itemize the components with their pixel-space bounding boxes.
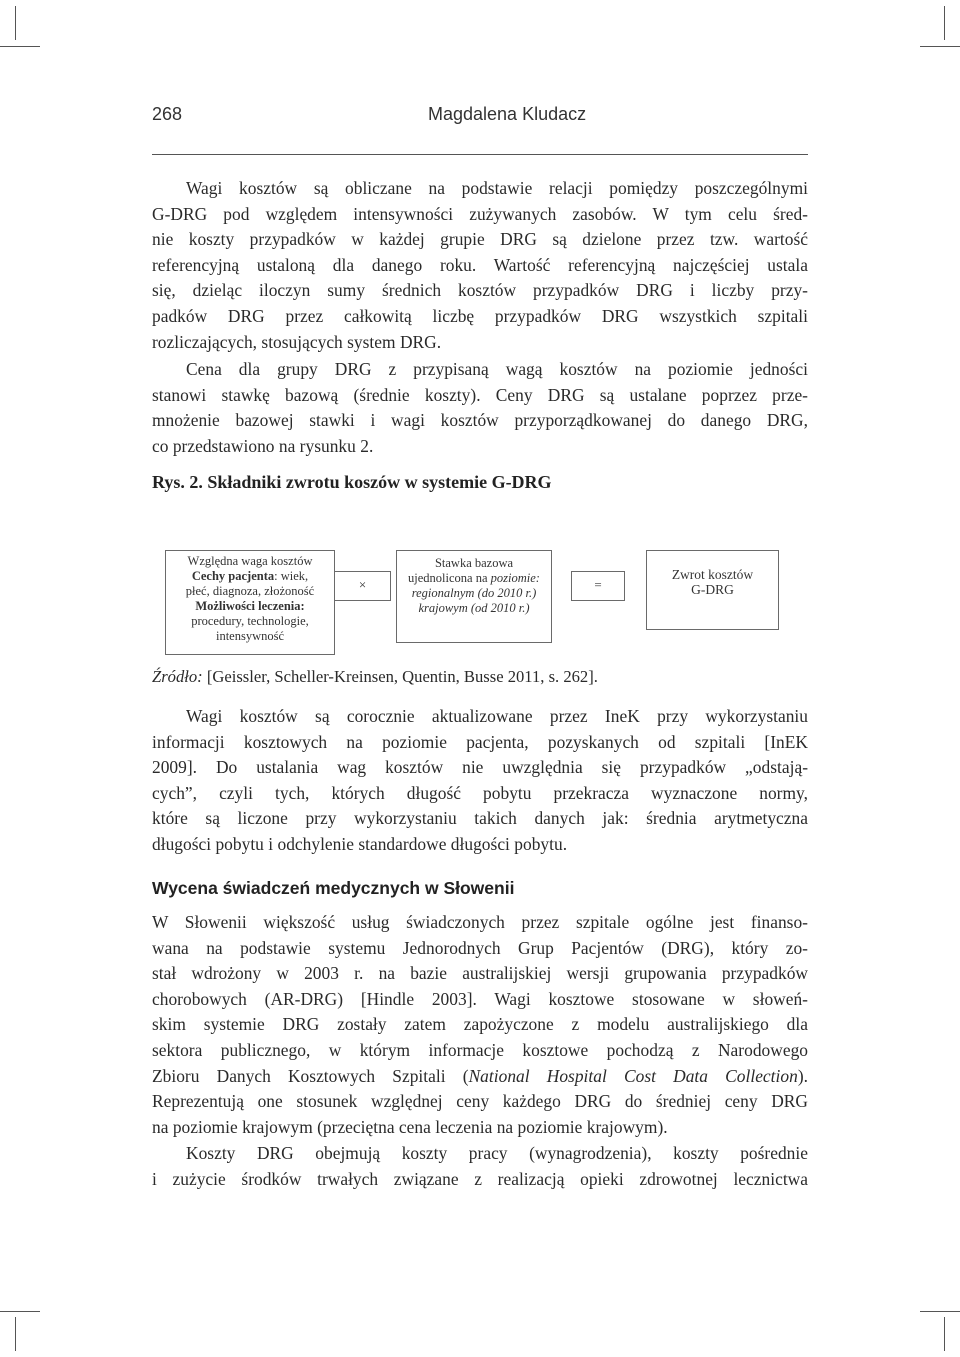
paragraph-5 bbox=[152, 1141, 808, 1192]
box-line-part: ujednolicona na bbox=[408, 571, 491, 585]
text-line: skim systemie DRG zostały zatem zapożyczone z modelu australijskiego dla bbox=[152, 1014, 808, 1035]
text-line: stanowi stawkę bazową (średnie koszty). Ceny DRG są ustalane poprzez prze- bbox=[152, 384, 808, 405]
text-line bbox=[152, 1064, 808, 1090]
text-part: Zbioru Danych Kosztowych Szpitali ( bbox=[152, 1065, 469, 1086]
box-line-bold: Możliwości leczenia: bbox=[195, 599, 305, 613]
crop-mark-top-left-h bbox=[0, 46, 40, 47]
box-line bbox=[397, 601, 551, 616]
paragraph-2 bbox=[152, 357, 808, 459]
text-line: Wagi kosztów są corocznie aktualizowane przez IneK przy wykorzystaniu bbox=[186, 706, 808, 726]
box-line: Względna waga kosztów bbox=[187, 554, 313, 568]
base-rate-box bbox=[396, 550, 552, 643]
text-line: padków DRG przez całkowitą liczbę przypadków DRG wszystkich szpitali bbox=[152, 305, 808, 326]
box-line bbox=[166, 569, 334, 584]
header-rule bbox=[152, 154, 808, 155]
text-line: W Słowenii większość usług świadczonych przez szpitale ogólne jest finanso- bbox=[152, 912, 808, 932]
figure-title: Rys. 2. Składniki zwrotu koszów w systemie G-DRG bbox=[152, 472, 552, 492]
text-line: Koszty DRG obejmują koszty pracy (wynagrodzenia), koszty pośrednie bbox=[186, 1143, 808, 1163]
author-name: Magdalena Kludacz bbox=[428, 104, 587, 124]
crop-mark-bottom-right-v bbox=[944, 1317, 945, 1351]
text-line: G-DRG pod względem intensywności zużywanych zasobów. W tym celu śred- bbox=[152, 203, 808, 224]
text-line: chorobowych (AR-DRG) [Hindle 2003]. Wagi kosztowe stosowane w słoweń- bbox=[152, 988, 808, 1009]
reimbursement-box bbox=[646, 550, 779, 630]
box-line: Zwrot kosztów bbox=[671, 567, 754, 582]
text-line: które są liczone przy wykorzystaniu takich danych jak: średnia arytmetyczna bbox=[152, 808, 808, 829]
text-line: się, dzieląc iloczyn sumy średnich kosztów przypadków DRG i liczby przy- bbox=[152, 280, 808, 301]
box-line bbox=[397, 571, 551, 586]
box-line: procedury, technologie, bbox=[191, 614, 309, 628]
box-line-italic: regionalnym (do 2010 r.) bbox=[411, 586, 537, 600]
crop-mark-bottom-left-h bbox=[0, 1311, 40, 1312]
multiply-operator-box bbox=[334, 571, 391, 601]
box-line: Stawka bazowa bbox=[434, 556, 514, 570]
text-line: mnożenie bazowej stawki i wagi kosztów przyporządkowanej do danego DRG, bbox=[152, 410, 808, 431]
text-line: sektora publicznego, w którym informacje kosztowe pochodzą z Narodowego bbox=[152, 1039, 808, 1060]
italic-title: National Hospital Cost Data Collection bbox=[468, 1065, 798, 1086]
box-line: płeć, diagnoza, złożoność bbox=[185, 584, 315, 598]
box-line-italic: poziomie: bbox=[490, 571, 540, 585]
paragraph-4 bbox=[152, 910, 808, 1140]
box-line bbox=[166, 599, 334, 614]
text-line: na poziomie krajowym (przeciętna cena leczenia na poziomie krajowym). bbox=[152, 1116, 668, 1137]
crop-mark-top-right-h bbox=[920, 46, 960, 47]
text-line: i zużycie środków trwałych związane z realizacją opieki zdrowotnej lecznictwa bbox=[152, 1168, 808, 1189]
text-line: Cena dla grupy DRG z przypisaną wagą kosztów na poziomie jedności bbox=[186, 359, 808, 379]
relative-cost-weight-box bbox=[165, 550, 335, 655]
figure-source bbox=[152, 667, 598, 687]
multiply-sign: × bbox=[358, 577, 367, 592]
box-line-bold: Cechy pacjenta bbox=[191, 569, 275, 583]
text-line: co przedstawiono na rysunku 2. bbox=[152, 435, 374, 456]
equals-sign: = bbox=[594, 577, 602, 592]
box-line: G-DRG bbox=[691, 582, 734, 597]
paragraph-1 bbox=[152, 176, 808, 355]
crop-mark-bottom-right-h bbox=[920, 1311, 960, 1312]
paragraph-3 bbox=[152, 704, 808, 858]
crop-mark-top-right-v bbox=[944, 6, 945, 40]
box-line-rest: : wiek, bbox=[274, 569, 309, 583]
text-line: długości pobytu i odchylenie standardowe długości pobytu. bbox=[152, 833, 568, 854]
crop-mark-bottom-left-v bbox=[15, 1317, 16, 1351]
page-number: 268 bbox=[152, 104, 183, 124]
crop-mark-top-left-v bbox=[15, 6, 16, 40]
equals-operator-box bbox=[571, 571, 625, 601]
text-part: ). bbox=[797, 1065, 808, 1086]
box-line-italic: krajowym (od 2010 r.) bbox=[418, 601, 530, 615]
source-text: [Geissler, Scheller-Kreinsen, Quentin, Busse 2011, s. 262]. bbox=[202, 667, 598, 686]
text-line: Wagi kosztów są obliczane na podstawie relacji pomiędzy poszczególnymi bbox=[186, 178, 808, 198]
text-line: wana na podstawie systemu Jednorodnych Grup Pacjentów (DRG), który zo- bbox=[152, 937, 808, 958]
source-label: Źródło: bbox=[152, 667, 203, 686]
text-line: Reprezentują one stosunek względnej ceny każdego DRG do średniej ceny DRG bbox=[152, 1091, 808, 1112]
text-line: referencyjną ustaloną dla danego roku. Wartość referencyjną najczęściej ustala bbox=[152, 254, 808, 275]
box-line bbox=[397, 586, 551, 601]
text-line: informacji kosztowych na poziomie pacjenta, pozyskanych od szpitali [InEK bbox=[152, 731, 808, 752]
text-line: 2009]. Do ustalania wag kosztów nie uwzględnia się przypadków „odstają- bbox=[152, 757, 808, 778]
section-heading: Wycena świadczeń medycznych w Słowenii bbox=[152, 878, 515, 898]
text-line: stał wdrożony w 2003 r. na bazie australijskiej wersji grupowania przypadków bbox=[152, 963, 808, 984]
text-line: rozliczających, stosujących system DRG. bbox=[152, 331, 442, 352]
text-line: nie koszty przypadków w każdej grupie DRG są dzielone przez tzw. wartość bbox=[152, 229, 808, 250]
box-line: intensywność bbox=[215, 629, 285, 643]
text-line: cych”, czyli tych, których długość pobytu przekracza wyznaczone normy, bbox=[152, 782, 808, 803]
